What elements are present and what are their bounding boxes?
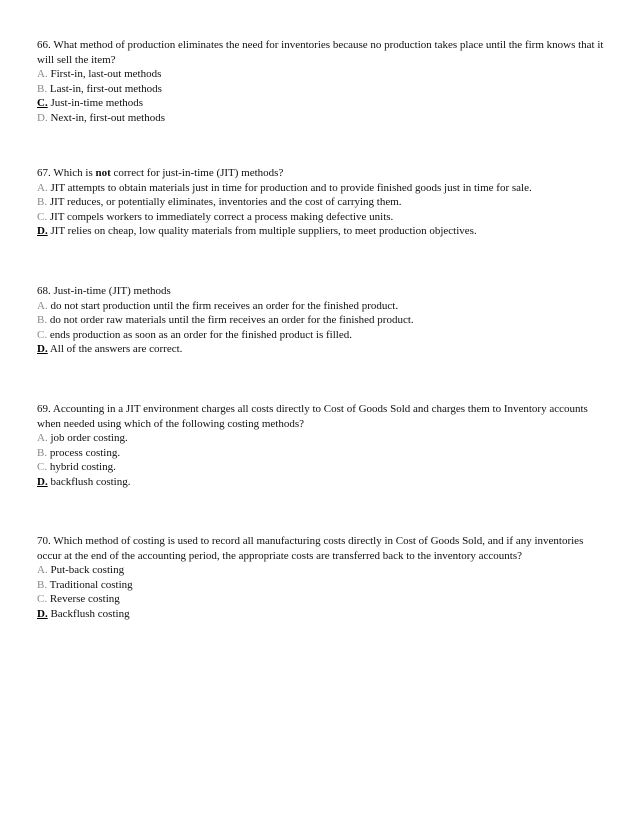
- question-67: [37, 166, 607, 239]
- question-stem: 66. What method of production eliminates the need for inventories because no production takes place until the firm knows that it will sell the item?: [37, 39, 604, 66]
- option-letter: A.: [37, 299, 48, 312]
- option-a: A. First-in, last-out methods: [37, 68, 162, 80]
- option-letter: C.: [37, 593, 48, 605]
- option-letter: D.: [37, 111, 48, 124]
- question-69: [37, 402, 607, 489]
- option-d-correct: D. All of the answers are correct.: [37, 343, 183, 355]
- option-letter: B.: [37, 578, 48, 591]
- correct-answer-letter: D.: [37, 475, 48, 488]
- option-d-correct: D. Backflush costing: [37, 607, 130, 620]
- correct-answer-letter: C.: [37, 97, 48, 109]
- question-70: [37, 534, 607, 621]
- option-c: C. Reverse costing: [37, 593, 120, 605]
- option-letter: A.: [37, 432, 48, 444]
- option-d-correct: D. JIT relies on cheap, low quality materials from multiple suppliers, to meet production objectives.: [37, 225, 477, 237]
- option-letter: A.: [37, 564, 48, 576]
- option-letter: B.: [37, 314, 48, 326]
- question-stem: 70. Which method of costing is used to record all manufacturing costs directly in Cost of Goods Sold, and if any inventories occur at the end of the accounting period, the appropriate costs are transferred back to the inventory accounts?: [37, 535, 584, 562]
- option-b: B. JIT reduces, or potentially eliminates, inventories and the cost of carrying them.: [37, 196, 402, 208]
- option-letter: C.: [37, 461, 48, 473]
- option-a: A. JIT attempts to obtain materials just in time for production and to provide finished goods just in time for sale.: [37, 181, 532, 194]
- option-letter: C.: [37, 328, 48, 341]
- correct-answer-letter: D.: [37, 343, 48, 355]
- option-letter: B.: [37, 196, 48, 208]
- question-stem: 67. Which is not correct for just-in-time (JIT) methods?: [37, 167, 284, 179]
- option-b: B. do not order raw materials until the firm receives an order for the finished product.: [37, 314, 414, 326]
- option-letter: B.: [37, 82, 48, 95]
- option-c: C. hybrid costing.: [37, 461, 116, 473]
- question-66: [37, 38, 607, 125]
- option-a: A. Put-back costing: [37, 564, 125, 576]
- emphasis-not: not: [95, 167, 111, 179]
- option-letter: A.: [37, 181, 48, 194]
- question-68: [37, 284, 607, 357]
- option-b: B. Last-in, first-out methods: [37, 82, 162, 95]
- option-a: A. job order costing.: [37, 432, 128, 444]
- option-letter: B.: [37, 446, 48, 459]
- option-b: B. Traditional costing: [37, 578, 133, 591]
- correct-answer-letter: D.: [37, 225, 48, 237]
- option-c: C. JIT compels workers to immediately correct a process making defective units.: [37, 210, 394, 223]
- question-stem: 69. Accounting in a JIT environment charges all costs directly to Cost of Goods Sold and charges them to Inventory accounts when needed using which of the following costing methods?: [37, 403, 588, 430]
- option-b: B. process costing.: [37, 446, 121, 459]
- option-d-correct: D. backflush costing.: [37, 475, 131, 488]
- option-letter: A.: [37, 68, 48, 80]
- option-letter: C.: [37, 210, 48, 223]
- option-d: D. Next-in, first-out methods: [37, 111, 166, 124]
- correct-answer-letter: D.: [37, 607, 48, 620]
- question-stem: 68. Just-in-time (JIT) methods: [37, 285, 171, 297]
- option-a: A. do not start production until the firm receives an order for the finished product.: [37, 299, 399, 312]
- option-c: C. ends production as soon as an order for the finished product is filled.: [37, 328, 352, 341]
- option-c-correct: C. Just-in-time methods: [37, 97, 144, 109]
